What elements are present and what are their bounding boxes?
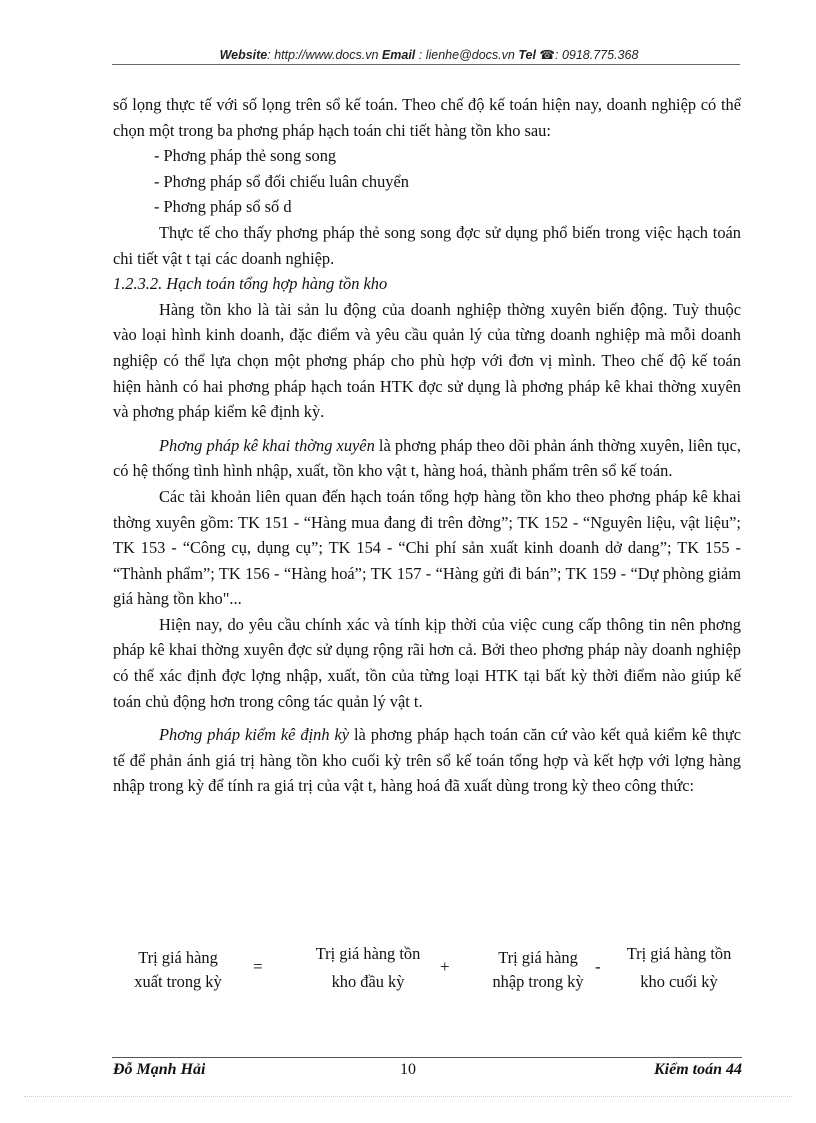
page-number: 10 [400, 1061, 416, 1078]
subheading: 1.2.3.2. Hạch toán tổng hợp hàng tồn kho [113, 274, 388, 294]
formula-term-opening: Trị giá hàng tồn kho đầu kỳ [315, 944, 421, 991]
page-body [113, 92, 741, 799]
website-value[interactable]: : http://www.docs.vn [267, 48, 379, 62]
email-label: Email [381, 48, 416, 62]
paragraph-1: số lọng thực tế với số lọng trên sổ kế toán. Theo chế độ kế toán hiện nay, doanh nghiệp có thể chọn một trong ba phơng pháp hạch toán chi tiết hàng tồn kho sau: [113, 95, 741, 140]
formula-term-received: Trị giá hàng nhập trong kỳ [492, 948, 584, 991]
header-divider [112, 64, 740, 65]
equals-sign: = [253, 957, 263, 976]
paragraph-2: Thực tế cho thấy phơng pháp thẻ song song đợc sử dụng phổ biến trong việc hạch toán chi tiết vật t tại các doanh nghiệp. [113, 222, 741, 268]
formula-term-closing: Trị giá hàng tồn kho cuối kỳ [626, 944, 732, 991]
list-item-3: - Phơng pháp sổ số d [154, 197, 292, 217]
footer-class: Kiểm toán 44 [653, 1061, 742, 1078]
paragraph-4-text: là phơng pháp theo dõi phản ánh thờng xuyên, liên tục, có hệ thống tình hình nhập, xuất, tồn kho vật t, hàng hoá, thành phẩm trên sổ kế toán. [113, 435, 741, 481]
paragraph-7 [113, 722, 741, 799]
website-label: Website [219, 48, 268, 62]
paragraph-4 [113, 433, 741, 484]
tel-label: Tel [518, 48, 536, 62]
footer-author: Đỗ Mạnh Hải [113, 1061, 206, 1078]
paragraph-7-text: là phơng pháp hạch toán căn cứ vào kết quả kiểm kê thực tế để phản ánh giá trị hàng tồn kho cuối kỳ trên sổ kế toán tổng hợp và kết hợp với lợng hàng nhập trong kỳ để tính ra giá trị của vật t, hàng hoá đã xuất dùng trong kỳ theo công thức: [113, 725, 742, 796]
footer-divider [112, 1057, 742, 1058]
plus-sign: + [440, 957, 450, 976]
formula-term-issued: Trị giá hàng xuất trong kỳ [134, 948, 222, 991]
tel-value: : 0918.775.368 [555, 48, 639, 62]
paragraph-6: Hiện nay, do yêu cầu chính xác và tính kịp thời của việc cung cấp thông tin nên phơng pháp kê khai thờng xuyên đợc sử dụng rộng rãi hơn cả. Bởi theo phơng pháp này doanh nghiệp có thể xác định đợc lợng nhập, xuất, tồn của từng loại HTK tại bất kỳ thời điểm nào giúp kế toán chủ động hơn trong công tác quản lý vật t. [113, 614, 741, 711]
page-bottom-dotted-line [24, 1096, 792, 1097]
formula [113, 938, 743, 998]
term-perpetual: Phơng pháp kê khai thờng xuyên [159, 435, 375, 455]
list-item-1: - Phơng pháp thẻ song song [154, 146, 337, 166]
minus-sign: - [595, 957, 601, 976]
term-periodic: Phơng pháp kiểm kê định kỳ [159, 725, 350, 745]
list-item-2: - Phơng pháp sổ đối chiếu luân chuyển [154, 171, 409, 191]
page-header [118, 47, 740, 62]
email-value[interactable]: : lienhe@docs.vn [418, 48, 515, 62]
phone-icon: ☎ [539, 48, 555, 62]
paragraph-5: Các tài khoản liên quan đến hạch toán tổng hợp hàng tồn kho theo phơng pháp kê khai thờng xuyên gồm: TK 151 - “Hàng mua đang đi trên đờng”; TK 152 - “Nguyên liệu, vật liệu”; TK 153 - “Công cụ, dụng cụ”; TK 154 - “Chi phí sản xuất kinh doanh dở dang”; TK 155 - “Thành phẩm”; TK 156 - “Hàng hoá”; TK 157 - “Hàng gửi đi bán”; TK 159 - “Dự phòng giảm giá hàng tồn kho"... [113, 486, 741, 609]
paragraph-3: Hàng tồn kho là tài sản lu động của doanh nghiệp thờng xuyên biến động. Tuỳ thuộc vào loại hình kinh doanh, đặc điểm và yêu cầu quản lý của từng doanh nghiệp mà mỗi doanh nghiệp có thể lựa chọn một phơng pháp cho phù hợp với đơn vị mình. Theo chế độ kế toán hiện hành có hai phơng pháp hạch toán HTK đợc sử dụng là phơng pháp kê khai thờng xuyên và phơng pháp kiểm kê định kỳ. [113, 299, 741, 422]
